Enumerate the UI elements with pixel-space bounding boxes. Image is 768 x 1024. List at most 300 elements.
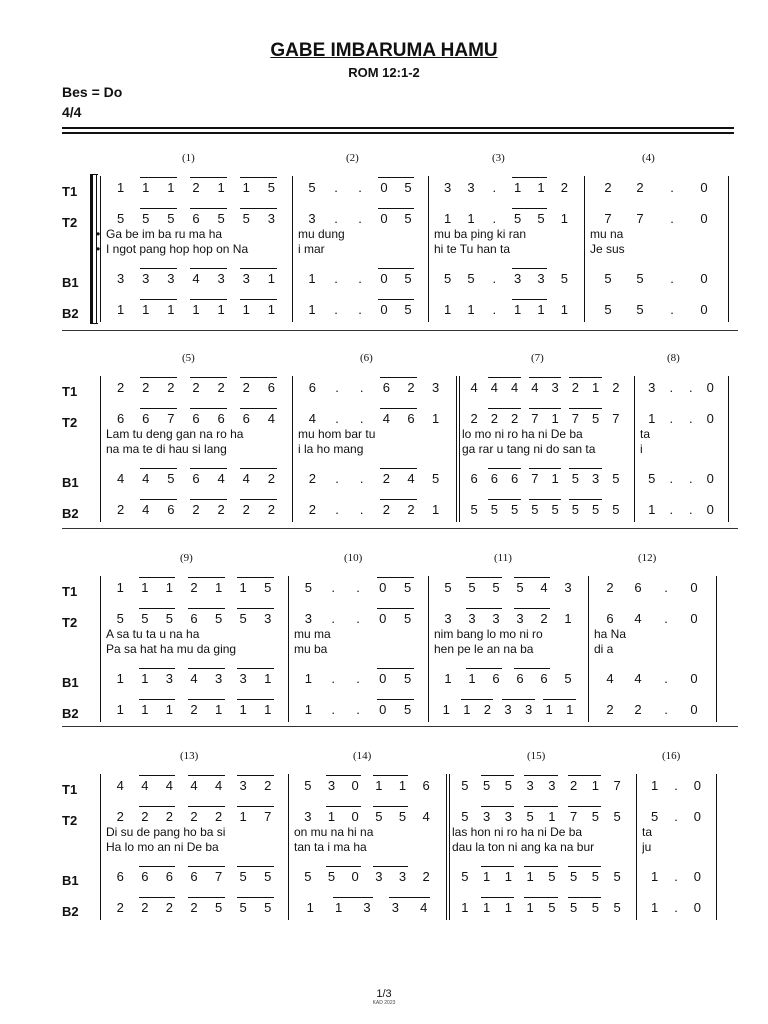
note-b1: 3 [239, 671, 247, 686]
note-b1: 0 [379, 671, 387, 686]
note-t2: 0 [690, 611, 698, 626]
note-t1: 5 [308, 180, 316, 195]
note-t2: 5 [141, 611, 149, 626]
note-t1: 0 [690, 580, 698, 595]
note-t1: 1 [141, 580, 149, 595]
note-t2: 7 [604, 211, 612, 226]
note-b2: 1 [442, 702, 450, 717]
note-t2: 5 [526, 809, 534, 824]
note-b1: 3 [165, 671, 174, 686]
note-t1: 1 [167, 180, 175, 195]
note-b2: 6 [167, 502, 175, 517]
eighth-beam [188, 608, 225, 609]
eighth-beam [140, 468, 177, 469]
note-t2: 2 [470, 411, 478, 426]
note-b1: 5 [636, 271, 644, 286]
eighth-beam [140, 268, 177, 269]
eighth-beam [380, 377, 417, 378]
measure-number: (9) [180, 552, 193, 564]
note-t1: 5 [483, 778, 491, 793]
bar-line [288, 576, 289, 722]
part-label-b1: B1 [62, 675, 79, 690]
note-b1: 3 [592, 471, 600, 486]
eighth-beam [140, 208, 177, 209]
note-t1: 4 [511, 380, 519, 395]
eighth-beam [240, 299, 277, 300]
note-t2: 3 [267, 211, 276, 226]
note-t1: 2 [142, 380, 150, 395]
note-t1: 2 [606, 580, 614, 595]
eighth-beam [140, 408, 177, 409]
note-t1: . [334, 180, 338, 195]
note-b1: 5 [564, 671, 572, 686]
bar-line [584, 176, 585, 322]
note-t2: 5 [651, 809, 659, 824]
note-b1: 5 [239, 869, 247, 884]
note-b1: 1 [116, 671, 124, 686]
note-t2: 0 [379, 611, 387, 626]
system-divider [62, 330, 738, 331]
eighth-beam [139, 699, 176, 700]
eighth-beam [139, 897, 176, 898]
score-system [0, 548, 768, 728]
note-b2: 1 [444, 302, 452, 317]
note-t2: 7 [264, 809, 272, 824]
note-b1: 5 [648, 471, 656, 486]
note-b2: 2 [407, 502, 415, 517]
note-b2: 1 [560, 302, 568, 317]
eighth-beam [237, 668, 274, 669]
note-b2: . [331, 702, 335, 717]
lyric-line-1: las hon ni ro ha ni De ba [452, 825, 583, 839]
system-divider [62, 726, 738, 727]
note-t1: 3 [432, 380, 440, 395]
eighth-beam [378, 299, 414, 300]
note-b2: 1 [141, 702, 149, 717]
note-b2: 1 [467, 302, 475, 317]
note-b1: . [356, 671, 360, 686]
note-t2: 0 [380, 211, 388, 226]
eighth-beam [188, 699, 225, 700]
note-t1: 4 [165, 778, 174, 793]
eighth-beam [190, 468, 227, 469]
note-t1: . [356, 580, 360, 595]
note-b2: 1 [239, 702, 247, 717]
note-b2: 2 [190, 900, 198, 915]
note-b2: 2 [192, 502, 200, 517]
note-b1: . [664, 671, 668, 686]
eighth-beam [237, 577, 274, 578]
note-t2: 3 [483, 809, 491, 824]
eighth-beam [377, 608, 414, 609]
note-b2: 5 [636, 302, 644, 317]
measure-number: (13) [180, 750, 199, 762]
eighth-beam [237, 866, 274, 867]
measure-number: (15) [527, 750, 546, 762]
note-t1: 1 [537, 180, 545, 195]
eighth-beam [514, 668, 550, 669]
note-t1: 7 [613, 778, 621, 793]
eighth-beam [240, 377, 277, 378]
note-t2: 5 [592, 411, 600, 426]
part-label-b1: B1 [62, 275, 79, 290]
eighth-beam [237, 775, 274, 776]
note-b2: 1 [242, 302, 250, 317]
note-b2: 1 [214, 702, 223, 717]
note-t2: 2 [165, 809, 174, 824]
note-t2: 6 [217, 411, 225, 426]
eighth-beam [502, 699, 535, 700]
part-label-b2: B2 [62, 506, 79, 521]
note-b2: 1 [537, 302, 545, 317]
note-t2: 1 [560, 211, 568, 226]
note-b2: . [492, 302, 497, 317]
bar-line [634, 376, 635, 522]
bar-line [292, 176, 293, 322]
eighth-beam [568, 866, 602, 867]
note-b2: 2 [308, 502, 316, 517]
note-t2: 3 [468, 611, 476, 626]
note-b1: 5 [327, 869, 336, 884]
note-b2: 2 [606, 702, 614, 717]
part-label-t2: T2 [62, 615, 78, 630]
note-t2: 5 [461, 809, 469, 824]
note-t2: 6 [142, 411, 150, 426]
note-t1: 1 [214, 580, 223, 595]
note-b1: 4 [242, 471, 250, 486]
note-t1: 5 [461, 778, 469, 793]
eighth-beam [190, 377, 227, 378]
eighth-beam [543, 699, 576, 700]
lyric-line-2: Ha lo mo an ni De ba [106, 840, 219, 854]
eighth-beam [378, 268, 414, 269]
note-b1: 4 [217, 471, 225, 486]
part-label-t2: T2 [62, 415, 78, 430]
part-label-b2: B2 [62, 306, 79, 321]
eighth-beam [188, 897, 225, 898]
note-b1: 5 [461, 869, 469, 884]
lyric-line-1: Ga be im ba ru ma ha [106, 227, 223, 241]
key-signature: Bes = Do [62, 84, 123, 100]
note-t1: 0 [351, 778, 359, 793]
eighth-beam [481, 897, 515, 898]
note-b1: 1 [483, 869, 491, 884]
note-t1: . [664, 580, 668, 595]
note-t2: 1 [551, 411, 559, 426]
note-b2: 1 [334, 900, 343, 915]
note-t2: 0 [700, 211, 708, 226]
note-b2: 2 [217, 502, 225, 517]
note-t1: 4 [540, 580, 548, 595]
measure-number: (11) [494, 552, 512, 564]
note-b2: 0 [693, 900, 701, 915]
eighth-beam [373, 806, 409, 807]
note-t2: 2 [511, 411, 519, 426]
eighth-beam [240, 177, 277, 178]
note-b1: 6 [540, 671, 548, 686]
eighth-beam [569, 377, 601, 378]
note-t2: 1 [467, 211, 475, 226]
note-t1: 3 [548, 778, 556, 793]
note-b2: 5 [548, 900, 556, 915]
eighth-beam [140, 177, 177, 178]
note-b2: 1 [308, 302, 316, 317]
part-label-t2: T2 [62, 215, 78, 230]
eighth-beam [524, 806, 558, 807]
note-b2: 1 [267, 302, 276, 317]
part-label-b2: B2 [62, 706, 79, 721]
note-t1: 1 [116, 180, 125, 195]
note-t1: 3 [526, 778, 534, 793]
note-t2: 3 [516, 611, 524, 626]
note-b2: 1 [461, 900, 469, 915]
note-b2: 1 [432, 502, 440, 517]
measure-number: (6) [360, 352, 373, 364]
note-t1: 2 [407, 380, 415, 395]
note-t1: 5 [504, 778, 512, 793]
note-t1: 2 [192, 380, 200, 395]
note-t1: 1 [242, 180, 250, 195]
note-b2: 1 [483, 900, 491, 915]
eighth-beam [188, 866, 225, 867]
note-b2: . [356, 702, 360, 717]
note-b2: 2 [242, 502, 250, 517]
note-b1: 6 [492, 671, 500, 686]
measure-number: (2) [346, 152, 359, 164]
note-t2: 6 [192, 411, 200, 426]
note-t1: 5 [492, 580, 500, 595]
part-label-t1: T1 [62, 782, 78, 797]
note-t1: 1 [375, 778, 383, 793]
note-t2: 3 [504, 809, 512, 824]
note-b1: 1 [267, 271, 276, 286]
note-t1: 2 [612, 380, 620, 395]
note-t2: 2 [490, 411, 498, 426]
note-b2: 2 [190, 702, 198, 717]
bar-line [636, 774, 637, 920]
note-b2: 1 [217, 302, 225, 317]
lyric-line-1: mu hom bar tu [298, 427, 376, 441]
eighth-beam [524, 897, 558, 898]
lyric-line-2: Je sus [590, 242, 625, 256]
note-t1: 2 [604, 180, 612, 195]
eighth-beam [466, 608, 502, 609]
note-t2: 5 [537, 211, 545, 226]
note-t2: 5 [404, 211, 412, 226]
eighth-beam [568, 806, 602, 807]
note-b1: . [359, 471, 364, 486]
eighth-beam [380, 408, 417, 409]
note-b1: . [358, 271, 362, 286]
eighth-beam [529, 377, 561, 378]
header-rule [62, 127, 734, 129]
lyric-line-1: nim bang lo mo ni ro [434, 627, 543, 641]
eighth-beam [529, 499, 561, 500]
note-b2: 1 [192, 302, 200, 317]
eighth-beam [190, 408, 227, 409]
note-t1: 3 [467, 180, 475, 195]
note-b1: 3 [217, 271, 225, 286]
note-b1: 5 [264, 869, 272, 884]
note-t1: 5 [468, 580, 476, 595]
note-t2: 5 [165, 611, 174, 626]
note-t2: . [358, 211, 362, 226]
note-t1: 1 [398, 778, 407, 793]
note-b1: 4 [116, 471, 125, 486]
note-t1: 0 [379, 580, 387, 595]
note-t2: 0 [706, 411, 714, 426]
note-b1: . [669, 471, 674, 486]
part-label-t2: T2 [62, 813, 78, 828]
note-b1: 1 [264, 671, 272, 686]
note-t1: . [359, 380, 364, 395]
note-b2: . [670, 302, 674, 317]
note-b1: 0 [380, 271, 388, 286]
note-b2: 5 [403, 702, 412, 717]
note-b2: 5 [214, 900, 223, 915]
eighth-beam [378, 177, 414, 178]
note-b1: 6 [511, 471, 519, 486]
note-t2: 5 [242, 211, 250, 226]
note-b1: 3 [167, 271, 175, 286]
lyric-line-2: Pa sa hat ha mu da ging [106, 642, 237, 656]
note-b2: 2 [382, 502, 390, 517]
note-t1: 3 [444, 180, 452, 195]
lyric-line-1: ta [642, 825, 653, 839]
note-t1: 1 [116, 580, 124, 595]
note-t1: . [669, 380, 674, 395]
note-t1: 4 [470, 380, 478, 395]
part-label-b1: B1 [62, 475, 79, 490]
part-label-b2: B2 [62, 904, 79, 919]
note-t2: 5 [116, 211, 125, 226]
note-t2: 5 [217, 211, 225, 226]
note-t1: 3 [648, 380, 656, 395]
note-b2: 1 [116, 302, 125, 317]
note-b1: 1 [504, 869, 512, 884]
lyric-line-2: i la ho mang [298, 442, 364, 456]
note-t2: 7 [531, 411, 539, 426]
note-t2: 1 [564, 611, 572, 626]
note-b1: 1 [468, 671, 476, 686]
note-b1: 3 [398, 869, 407, 884]
note-b1: 1 [551, 471, 559, 486]
lyric-line-2: ju [642, 840, 652, 854]
note-b1: 1 [308, 271, 316, 286]
eighth-beam [488, 408, 520, 409]
note-t1: 2 [242, 380, 250, 395]
note-t1: 6 [382, 380, 390, 395]
eighth-beam [524, 866, 558, 867]
note-b1: 4 [190, 671, 198, 686]
note-b2: 5 [264, 900, 272, 915]
eighth-beam [514, 608, 550, 609]
note-b1: . [674, 869, 678, 884]
eighth-beam [190, 208, 227, 209]
part-label-t1: T1 [62, 584, 78, 599]
note-b2: 1 [306, 900, 314, 915]
eighth-beam [240, 499, 277, 500]
note-b1: 1 [444, 671, 452, 686]
eighth-beam [378, 208, 414, 209]
lyric-line-2: hi te Tu han ta [434, 242, 511, 256]
lyric-line-2: ga rar u tang ni do san ta [462, 442, 596, 456]
note-b1: 5 [403, 671, 412, 686]
lyric-line-1: Lam tu deng gan na ro ha [106, 427, 244, 441]
note-b2: 5 [571, 502, 579, 517]
note-b1: 6 [141, 869, 149, 884]
eighth-beam [139, 668, 176, 669]
score-system [0, 746, 768, 926]
note-b1: 5 [467, 271, 475, 286]
note-b1: 5 [613, 869, 621, 884]
measure-number: (14) [353, 750, 372, 762]
note-b2: 5 [470, 502, 478, 517]
eighth-beam [514, 577, 550, 578]
note-t2: . [670, 211, 674, 226]
note-t1: 2 [167, 380, 175, 395]
note-t1: 3 [564, 580, 572, 595]
lyric-line-2: I ngot pang hop hop on Na [106, 242, 249, 256]
note-b2: 3 [391, 900, 399, 915]
note-t1: 5 [516, 580, 524, 595]
note-b1: 3 [537, 271, 545, 286]
eighth-beam [569, 499, 601, 500]
note-b2: 1 [264, 702, 272, 717]
note-b2: 5 [531, 502, 539, 517]
note-b1: 5 [612, 471, 620, 486]
note-t1: . [674, 778, 678, 793]
note-b1: 6 [116, 869, 124, 884]
verse-marker: • [96, 227, 101, 241]
note-t2: 5 [375, 809, 383, 824]
note-t2: 1 [239, 809, 247, 824]
note-t2: . [359, 411, 364, 426]
note-t2: 4 [422, 809, 430, 824]
note-t1: 2 [636, 180, 644, 195]
note-b2: . [358, 302, 362, 317]
eighth-beam [237, 897, 274, 898]
note-b1: . [331, 671, 335, 686]
note-b1: . [688, 471, 693, 486]
time-signature: 4/4 [62, 104, 82, 120]
note-b2: 5 [612, 502, 620, 517]
lyric-line-1: mu ma [294, 627, 331, 641]
note-b2: . [335, 502, 339, 517]
note-t1: 4 [214, 778, 223, 793]
lyric-line-2: di a [594, 642, 614, 656]
note-b1: 1 [651, 869, 659, 884]
note-b1: 0 [700, 271, 708, 286]
eighth-beam [568, 897, 602, 898]
lyric-line-2: hen pe le an na ba [434, 642, 534, 656]
note-t2: . [674, 809, 678, 824]
note-t1: . [492, 180, 497, 195]
eighth-beam [240, 408, 277, 409]
part-label-b1: B1 [62, 873, 79, 888]
lyric-line-1: on mu na hi na [294, 825, 374, 839]
note-t2: 7 [636, 211, 644, 226]
note-t2: 1 [444, 211, 452, 226]
note-b2: 2 [165, 900, 174, 915]
eighth-beam [524, 775, 558, 776]
note-b2: . [674, 900, 678, 915]
eighth-beam [326, 775, 362, 776]
note-b2: 5 [490, 502, 498, 517]
note-b1: 4 [634, 671, 642, 686]
note-t2: 5 [214, 611, 223, 626]
eighth-beam [190, 177, 227, 178]
